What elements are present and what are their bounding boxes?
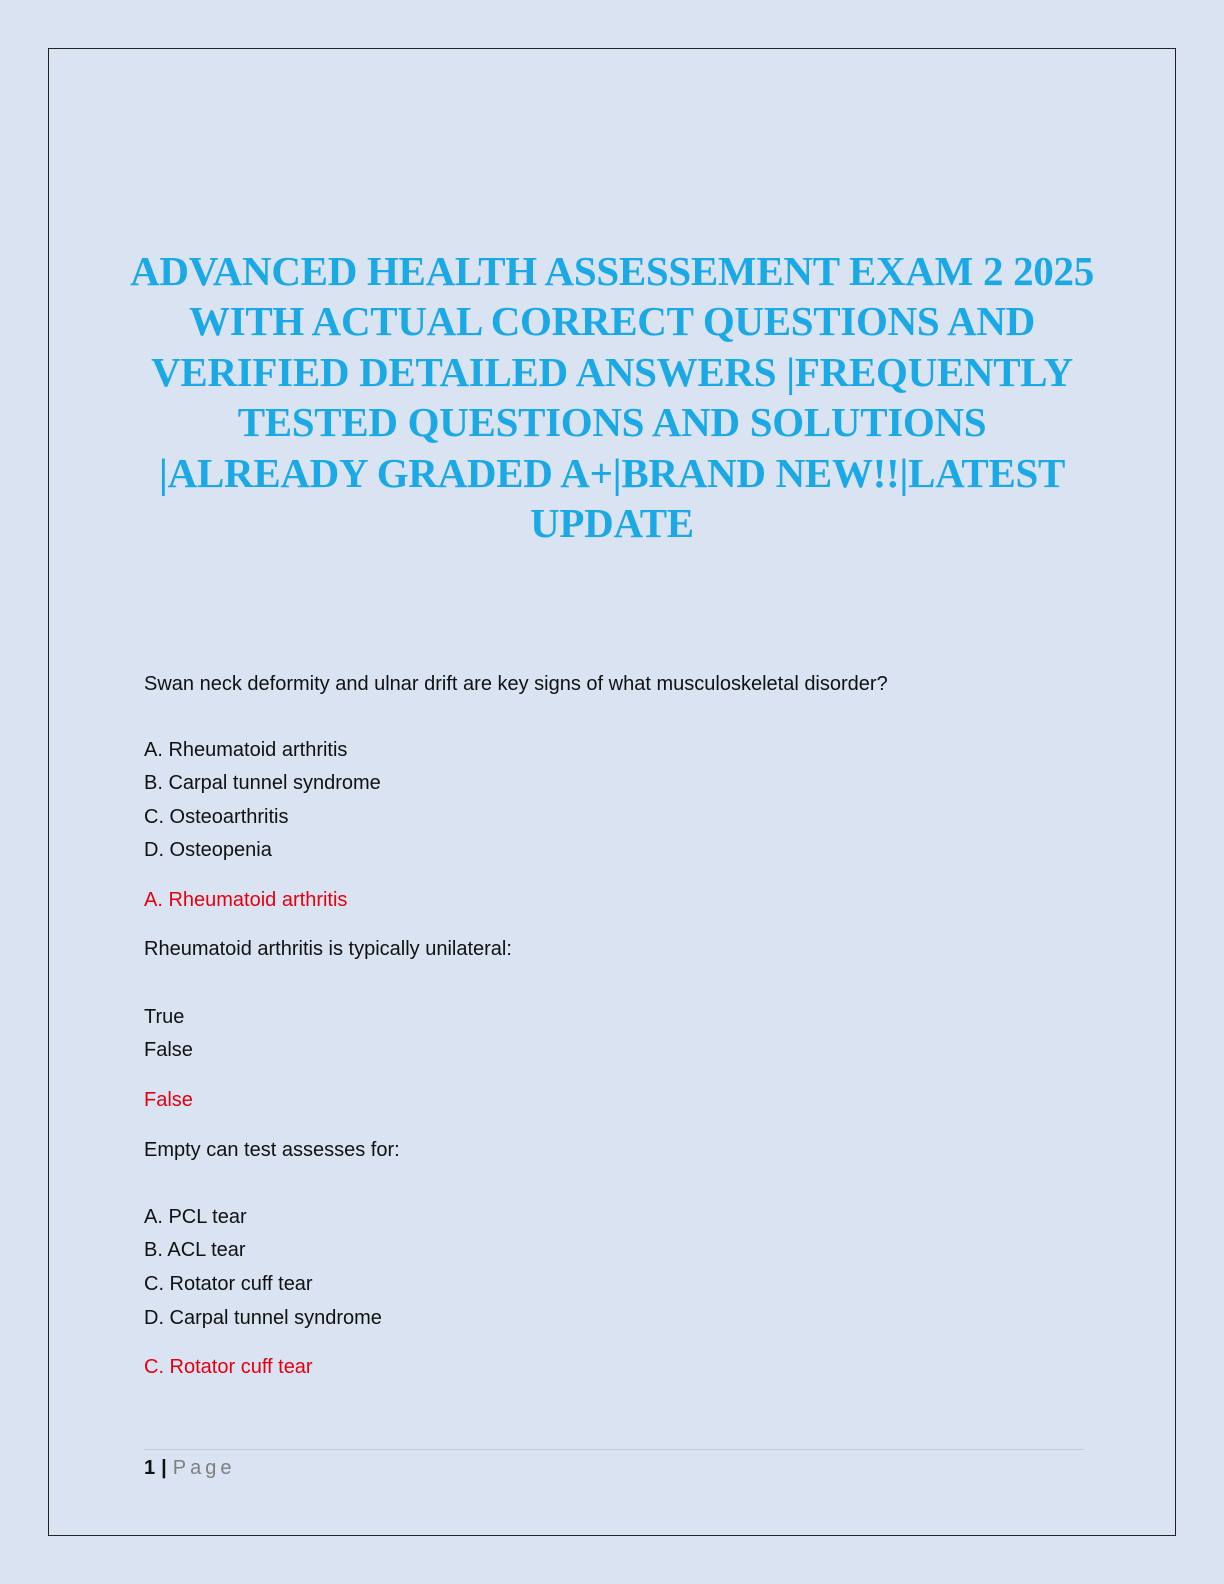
question-3-answer: C. Rotator cuff tear: [144, 1356, 313, 1378]
question-1-answer: A. Rheumatoid arthritis: [144, 889, 348, 911]
document-title: ADVANCED HEALTH ASSESSEMENT EXAM 2 2025 WITH ACTUAL CORRECT QUESTIONS AND VERIFIED DETAILED ANSWERS |FREQUENTLY TESTED QUESTIONS AND SOLUTIONS |ALREADY GRADED A+|BRAND NEW!!|LATEST UPDATE: [130, 248, 1094, 547]
question-3-text: Empty can test assesses for:: [144, 1139, 400, 1161]
footer-divider: [144, 1449, 1084, 1450]
question-3-option-b: B. ACL tear: [144, 1239, 246, 1261]
question-1-option-a: A. Rheumatoid arthritis: [144, 739, 348, 761]
question-1-option-b: B. Carpal tunnel syndrome: [144, 772, 381, 794]
question-1-option-d: D. Osteopenia: [144, 839, 272, 861]
question-2-option-false: False: [144, 1039, 193, 1061]
page-label: Page: [172, 1457, 236, 1479]
question-2-option-true: True: [144, 1006, 185, 1028]
question-3-option-d: D. Carpal tunnel syndrome: [144, 1307, 382, 1329]
question-1-text: Swan neck deformity and ulnar drift are key signs of what musculoskeletal disorder?: [144, 673, 888, 695]
page-number: 1: [144, 1457, 156, 1479]
question-2-text: Rheumatoid arthritis is typically unilateral:: [144, 938, 512, 960]
page-footer: [144, 1454, 235, 1482]
footer-separator: |: [161, 1457, 167, 1479]
question-3-option-c: C. Rotator cuff tear: [144, 1273, 313, 1295]
question-2-answer: False: [144, 1089, 193, 1111]
question-3-option-a: A. PCL tear: [144, 1206, 247, 1228]
question-1-option-c: C. Osteoarthritis: [144, 806, 289, 828]
